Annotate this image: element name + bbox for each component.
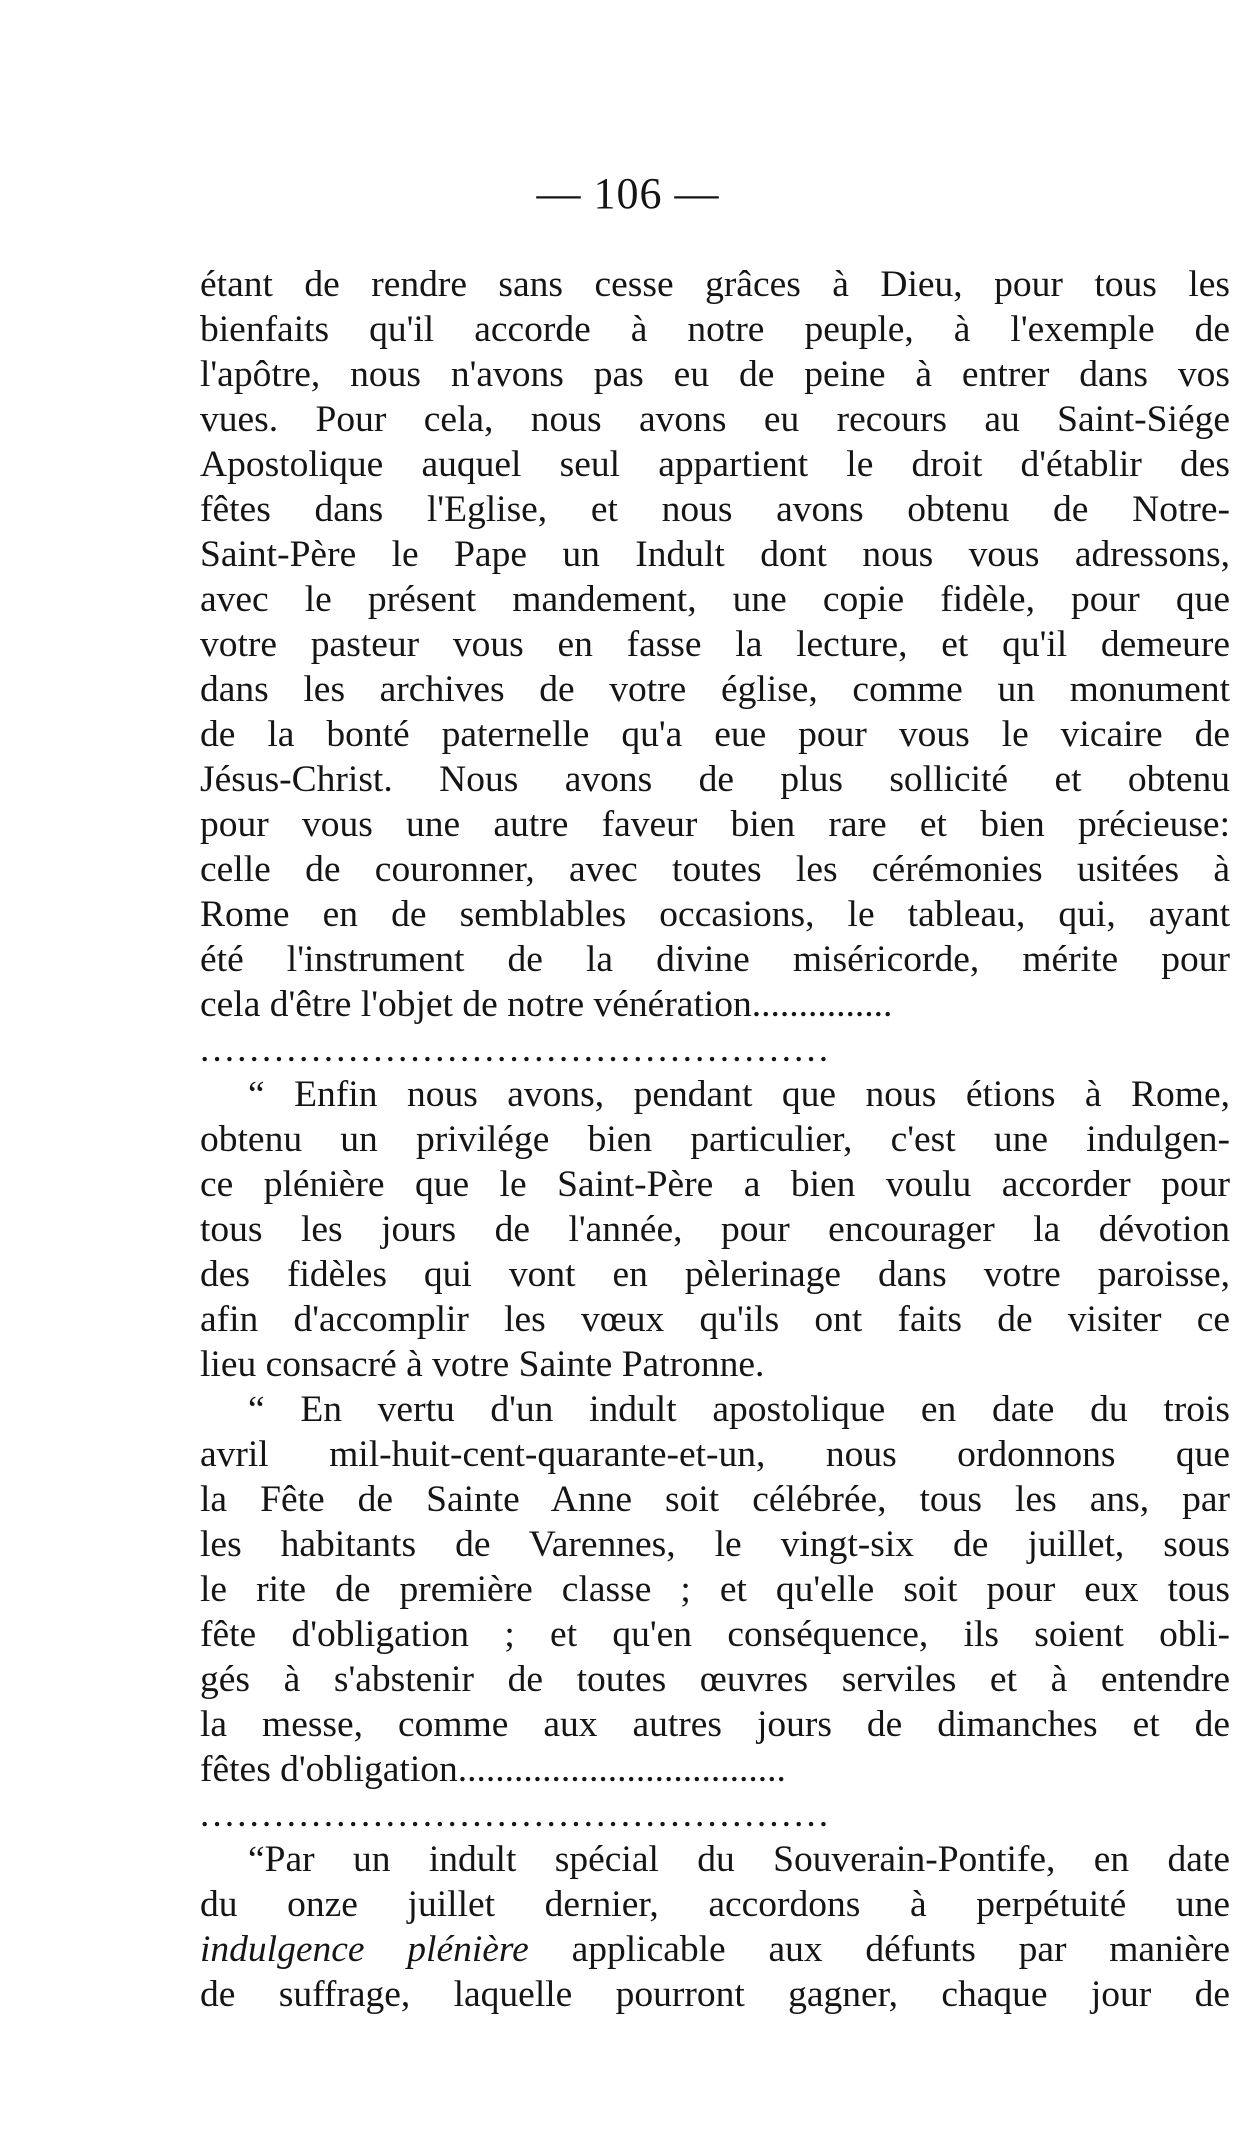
ellipsis-line: ................................................... (200, 1794, 832, 1835)
text-line: “ Enfin nous avons, pendant que nous étions à Rome, (248, 1074, 1230, 1115)
text-line: les habitants de Varennes, le vingt-six de juillet, sous (200, 1524, 1230, 1565)
text-line: l'apôtre, nous n'avons pas eu de peine à entrer dans vos (200, 354, 1230, 395)
body-text (200, 262, 1230, 2017)
text-line: Rome en de semblables occasions, le tableau, qui, ayant (200, 894, 1230, 935)
text-line: vues. Pour cela, nous avons eu recours au Saint-Siége (200, 399, 1230, 440)
text-line: votre pasteur vous en fasse la lecture, et qu'il demeure (200, 624, 1230, 665)
text-line: bienfaits qu'il accorde à notre peuple, à l'exemple de (200, 309, 1230, 350)
text-line: ce plénière que le Saint-Père a bien voulu accorder pour (200, 1164, 1230, 1205)
text-line: fêtes dans l'Eglise, et nous avons obtenu de Notre- (200, 489, 1230, 530)
text-line: tous les jours de l'année, pour encourager la dévotion (200, 1209, 1230, 1250)
text-line: fêtes d'obligation................................... (200, 1749, 786, 1790)
text-line: Jésus-Christ. Nous avons de plus sollicité et obtenu (200, 759, 1230, 800)
text-line: Saint-Père le Pape un Indult dont nous vous adressons, (200, 534, 1230, 575)
text-line: fête d'obligation ; et qu'en conséquence, ils soient obli- (200, 1614, 1230, 1655)
text-fragment: applicable aux défunts par manière (528, 1929, 1230, 1970)
text-line: “ En vertu d'un indult apostolique en date du trois (248, 1389, 1230, 1430)
text-line: Apostolique auquel seul appartient le droit d'établir des (200, 444, 1230, 485)
text-line: “Par un indult spécial du Souverain-Pontife, en date (248, 1839, 1230, 1880)
text-line: la messe, comme aux autres jours de dimanches et de (200, 1704, 1230, 1745)
text-line: la Fête de Sainte Anne soit célébrée, tous les ans, par (200, 1479, 1230, 1520)
text-line: pour vous une autre faveur bien rare et bien précieuse: (200, 804, 1230, 845)
text-line: lieu consacré à votre Sainte Patronne. (200, 1344, 765, 1385)
text-line: avril mil-huit-cent-quarante-et-un, nous ordonnons que (200, 1434, 1230, 1475)
text-line: le rite de première classe ; et qu'elle soit pour eux tous (200, 1569, 1230, 1610)
text-line: cela d'être l'objet de notre vénération............... (200, 984, 893, 1025)
text-line: du onze juillet dernier, accordons à perpétuité une (200, 1884, 1230, 1925)
page-number: — 106 — (536, 169, 720, 218)
text-line: étant de rendre sans cesse grâces à Dieu, pour tous les (200, 264, 1230, 305)
text-line: obtenu un privilége bien particulier, c'est une indulgen- (200, 1119, 1230, 1160)
text-line: celle de couronner, avec toutes les cérémonies usitées à (200, 849, 1230, 890)
text-line: afin d'accomplir les vœux qu'ils ont faits de visiter ce (200, 1299, 1230, 1340)
italic-phrase: indulgence plénière (200, 1929, 529, 1970)
text-line: gés à s'abstenir de toutes œuvres serviles et à entendre (200, 1659, 1230, 1700)
text-line: avec le présent mandement, une copie fidèle, pour que (200, 579, 1230, 620)
text-line: de la bonté paternelle qu'a eue pour vous le vicaire de (200, 714, 1230, 755)
text-line: des fidèles qui vont en pèlerinage dans votre paroisse, (200, 1254, 1230, 1295)
text-line: été l'instrument de la divine miséricorde, mérite pour (200, 939, 1230, 980)
text-line: de suffrage, laquelle pourront gagner, chaque jour de (200, 1974, 1230, 2015)
text-line (200, 1927, 1230, 1972)
text-line: dans les archives de votre église, comme un monument (200, 669, 1230, 710)
ellipsis-line: ................................................... (200, 1029, 832, 1070)
